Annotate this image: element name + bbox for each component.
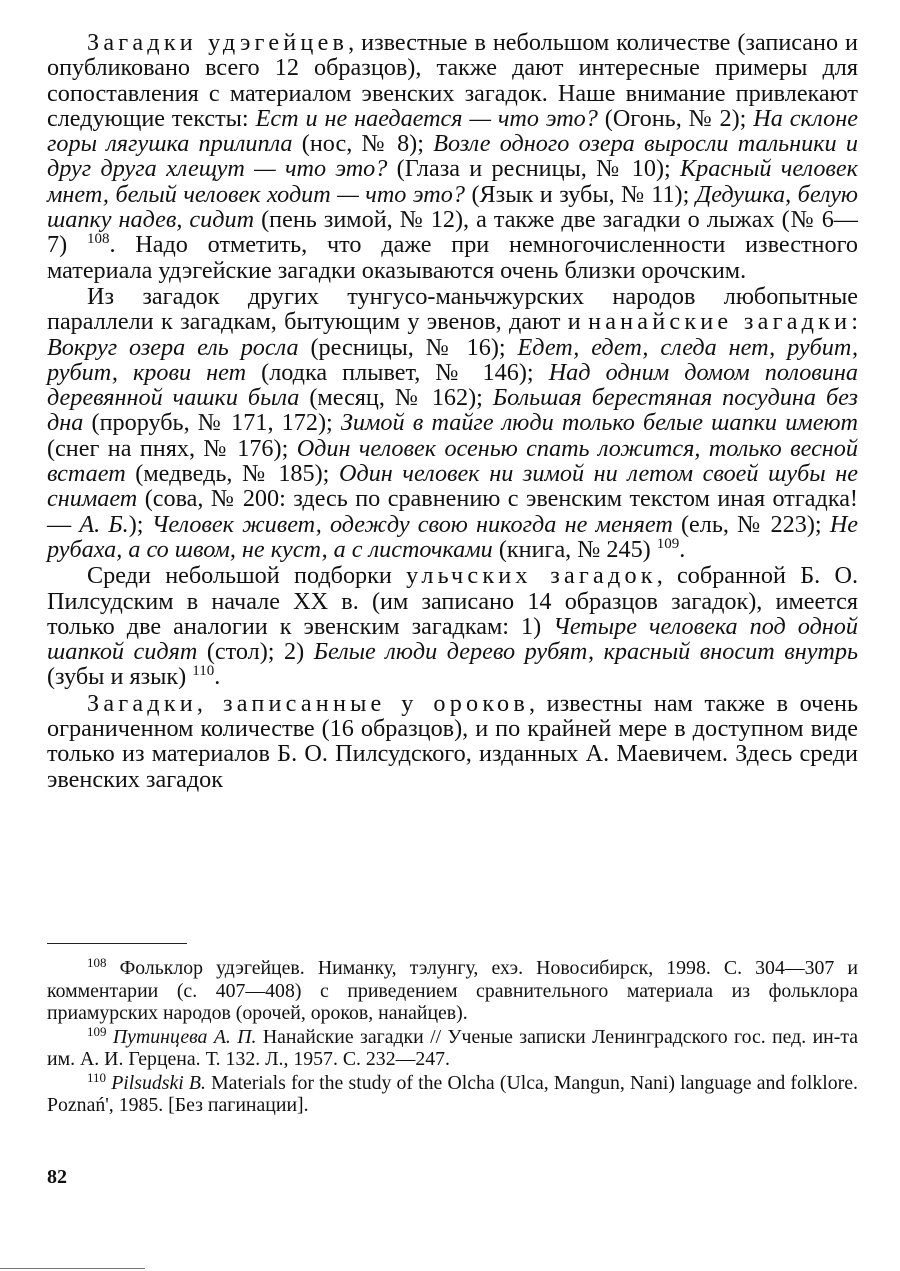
text-run: (книга, № 245) [492, 535, 657, 563]
paragraph-orok-riddles [47, 691, 858, 792]
footnote-ref: 108 [87, 955, 107, 970]
text-run: Из загадок других тунгусо-маньчжурских народов любопытные параллели к загадкам, бытующим у эвенов, дают и [47, 282, 858, 336]
riddle-text: Белые люди дерево рубят, красный вносит внутрь [313, 638, 859, 666]
footnote-ref: 110 [192, 663, 215, 680]
paragraph-udege-riddles [47, 30, 858, 283]
riddle-text: Едет, едет, следа нет, рубит, рубит, крови нет [47, 333, 858, 386]
text-run: (Огонь, № 2); [597, 104, 754, 132]
text-run: (пень зимой, № 12), а также две загадки о лыжах (№ 6—7) [47, 206, 858, 259]
text-run: (Глаза и ресницы, № 10); [387, 155, 681, 183]
paragraph-nanai-riddles [47, 284, 858, 562]
footnote-ref: 109 [656, 535, 680, 552]
page-number: 82 [47, 1166, 67, 1188]
riddle-text: На склоне горы лягушка прилипла [47, 104, 858, 158]
text-run: (лодка плывет, № 146); [246, 358, 549, 386]
text-run: (медведь, № 185); [125, 460, 340, 488]
footnote-109 [47, 1023, 858, 1071]
riddle-text: Pilsudski B. [111, 1071, 206, 1094]
scan-artifact-line [0, 1268, 145, 1269]
footnote-ref: 109 [87, 1023, 107, 1039]
text-run: (месяц, № 162); [299, 384, 493, 412]
text-run: (сова, № 200: здесь по сравнению с эвенским текстом иная отгадка! — [47, 485, 858, 538]
text-run: Фольклор удэгейцев. Ниманку, тэлунгу, ехэ. Новосибирск, 1998. С. 304—307 и комментарии (с. 407—408) с приведением сравнительного материала из фольклора приамурских народов (орочей, ороков, нанайцев). [47, 957, 858, 1024]
footnote-separator [47, 943, 187, 944]
body-text [47, 30, 858, 792]
text-run: (ель, № 223); [672, 510, 830, 538]
riddle-text: Четыре человека под одной шапкой сидят [47, 612, 858, 666]
riddle-text: Красный человек мнет, белый человек ходит — что это? [47, 155, 858, 208]
riddle-text: Один человек осенью спать ложится, только весной встает [47, 434, 858, 488]
riddle-text: Дедушка, белую шапку надев, сидит [47, 180, 858, 234]
text-run: . [214, 663, 221, 691]
text-run: , собранной Б. О. Пилсудским в начале XX в. (им записано 14 образцов загадок), имеется только две аналогии к эвенским загадкам: 1) [47, 562, 858, 640]
text-run: Среди небольшой подборки [87, 562, 407, 590]
riddle-text: А. Б. [79, 510, 129, 538]
riddle-text: Один человек ни зимой ни летом своей шубы не снимает [47, 460, 858, 513]
riddle-text: Путинцева А. П. [112, 1025, 257, 1048]
paragraph-ulch-riddles [47, 563, 858, 689]
riddle-text: Возле одного озера выросли тальники и друг друга хлещут — что это? [47, 130, 858, 183]
riddle-text: Не рубаха, а со швом, не куст, а с листочками [47, 510, 859, 563]
text-run: (стол); 2) [197, 638, 314, 666]
footnotes [47, 957, 858, 1117]
text-run: , известные в небольшом количестве (записано и опубликовано всего 12 образцов), также дают интересные примеры для сопоставления с материалом эвенских загадок. Наше внимание привлекают следующие тексты: [47, 29, 858, 132]
riddle-text: Над одним домом половина деревянной чашки была [47, 358, 858, 412]
riddle-text: Вокруг озера ель росла [47, 333, 299, 361]
riddle-text: Зимой в тайге люди только белые шапки имеют [340, 409, 858, 437]
riddle-text: Человек живет, одежду свою никогда не меняет [151, 510, 673, 538]
text-run: (прорубь, № 171, 172); [83, 409, 341, 437]
spaced-term: нанайские загадки [588, 308, 852, 336]
text-run: . [679, 535, 686, 563]
spaced-term: ульчских загадок [406, 562, 657, 590]
text-run: ); [128, 510, 152, 538]
text-run: (снег на пнях, № 176); [47, 434, 297, 462]
text-run: Нанайские загадки // Ученые записки Ленинградского гос. пед. ин-та им. А. И. Герцена. Т. 132. Л., 1957. С. 232—247. [47, 1025, 858, 1070]
footnote-110 [47, 1069, 858, 1117]
text-run: (зубы и язык) [47, 663, 193, 691]
spaced-term: Загадки, записанные у ороков [87, 689, 529, 717]
text-run: (ресницы, № 16); [298, 333, 518, 361]
text-run: . Надо отметить, что даже при немногочисленности известного материала удэгейские загадки оказываются очень близки орочским. [47, 231, 858, 284]
spaced-term: Загадки удэгейцев [87, 29, 349, 56]
text-run: (нос, № 8); [292, 130, 434, 158]
riddle-text: Ест и не наедается — что это? [255, 104, 598, 132]
footnote-ref: 110 [87, 1069, 107, 1085]
text-run: , известны нам также в очень ограниченном количестве (16 образцов), и по крайней мере в доступном виде только из материалов Б. О. Пилсудского, изданных А. Маевичем. Здесь среди эвенских загадок [47, 689, 858, 793]
text-run: Materials for the study of the Olcha (Ulca, Mangun, Nani) language and folklore. Poznań', 1985. [Без пагинации]. [47, 1071, 858, 1116]
text-run: : [851, 308, 858, 336]
text-run: (Язык и зубы, № 11); [464, 180, 696, 208]
footnote-108 [47, 957, 858, 1025]
riddle-text: Большая берестяная посудина без дна [47, 384, 858, 437]
footnote-ref: 108 [86, 231, 110, 248]
